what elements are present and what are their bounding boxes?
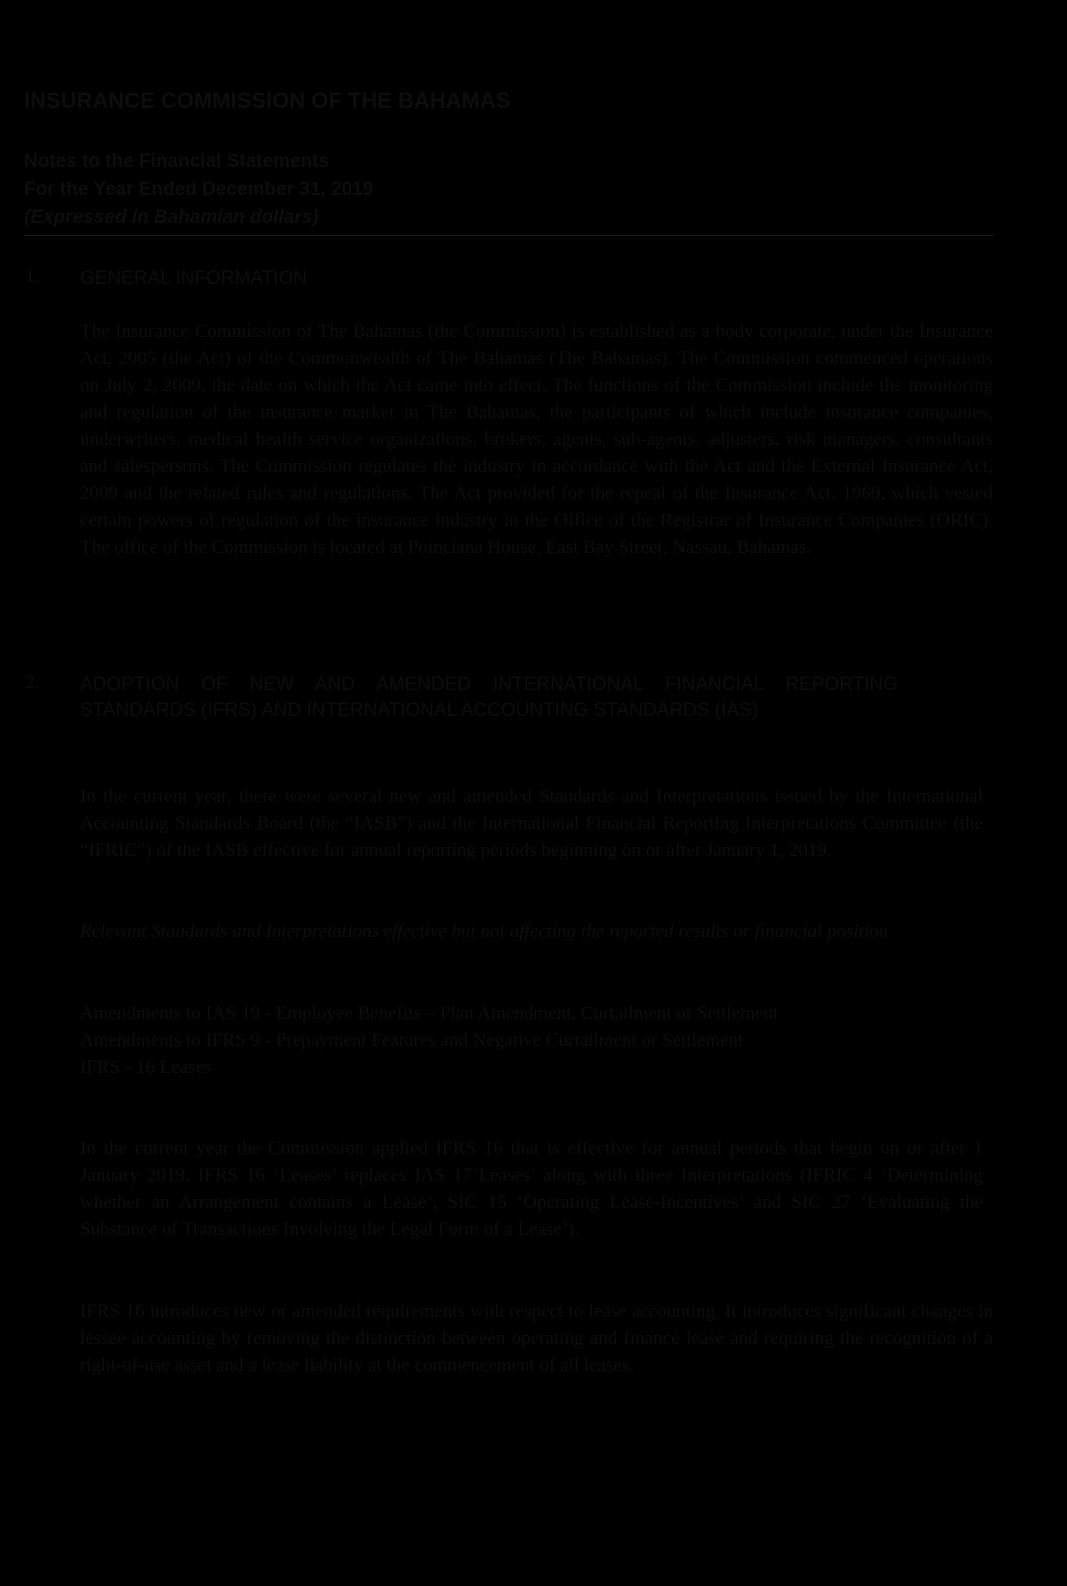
section-2-number: 2.	[25, 672, 40, 693]
ifrs16-application-paragraph: In the current year the Commission applied IFRS 16 that is effective for annual periods that begin on or after 1 January 2019. IFRS 16 ‘Leases’ replaces IAS 17’Leases’ along with three Interpretations (IFRIC 4 ‘Determining whether an Arrangement contains a Lease’, SIC 15 ‘Operating Lease-Incentives’ and SIC 27 ‘Evaluating the Substance of Transactions Involving the Legal Form of a Lease’).	[80, 1138, 983, 1240]
list-item: Amendments to IAS 19 - Employee Benefits – Plan Amendment, Curtailment or Settlement	[80, 1003, 779, 1024]
list-item: Amendments to IFRS 9 - Prepayment Features and Negative Curtailment or Settlement	[80, 1030, 744, 1051]
section-2-intro-paragraph: In the current year, there were several new and amended Standards and Interpretations issued by the International Accounting Standards Board (the “IASB”) and the International Financial Reporting Interpretations Committee (the “IFRIC”) of the IASB effective for annual reporting periods beginning on or after January 1, 2019.	[80, 786, 983, 861]
section-2-subheading: Relevant Standards and Interpretations effective but not affecting the reported results or financial position	[80, 921, 889, 942]
list-item: IFRS - 16 Leases	[80, 1057, 212, 1078]
notes-title: Notes to the Financial Statements	[24, 151, 330, 172]
section-1-number: 1.	[25, 266, 40, 287]
period-title: For the Year Ended December 31, 2019	[24, 179, 374, 200]
ifrs16-requirements-paragraph: IFRS 16 introduces new or amended requirements with respect to lease accounting. It introduces significant changes in lessee accounting by removing the distinction between operating and finance lease and requiring the recognition of a right-of-use asset and a lease liability at the commencement of all leases.	[80, 1301, 993, 1376]
currency-note: (Expressed in Bahamian dollars)	[24, 207, 319, 228]
section-1-title: GENERAL INFORMATION	[80, 268, 307, 289]
section-2-title: ADOPTION OF NEW AND AMENDED INTERNATIONAL FINANCIAL REPORTING STANDARDS (IFRS) AND INTERNATIONAL ACCOUNTING STANDARDS (IAS)	[80, 674, 898, 721]
standards-list	[80, 1000, 910, 1081]
organization-title: INSURANCE COMMISSION OF THE BAHAMAS	[24, 88, 511, 113]
header-divider	[24, 235, 994, 236]
section-1-paragraph: The Insurance Commission of The Bahamas (the Commission) is established as a body corporate, under the Insurance Act, 2005 (the Act) of the Commonwealth of The Bahamas (The Bahamas). The Commission commenced operations on July 2, 2009, the date on which the Act came into effect. The functions of the Commission include the monitoring and regulation of the insurance market in The Bahamas, the participants of which include insurance companies, underwriters, medical health service organizations, brokers, agents, sub-agents, adjusters, risk managers, consultants and salespersons. The Commission regulates the industry in accordance with the Act and the External Insurance Act, 2009 and the related rules and regulations. The Act provided for the repeal of the Insurance Act, 1969, which vested certain powers of regulation of the insurance industry in the Office of the Registrar of Insurance Companies (ORIC). The office of the Commission is located at Poinciana House, East Bay Street, Nassau, Bahamas.	[80, 321, 993, 558]
